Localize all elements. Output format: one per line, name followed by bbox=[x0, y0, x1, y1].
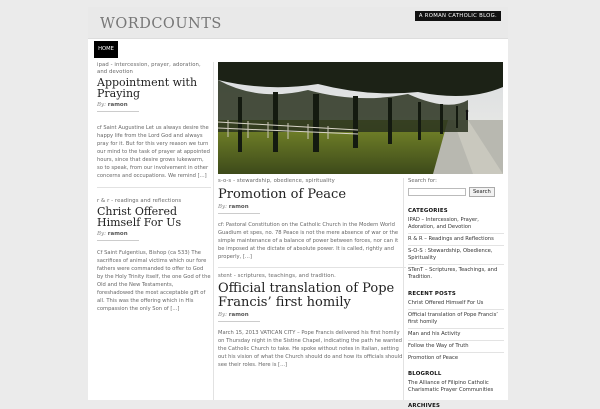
post-author[interactable]: ramon bbox=[228, 312, 249, 318]
post-pope-francis-homily bbox=[218, 273, 406, 369]
categories-heading: CATEGORIES bbox=[408, 208, 448, 214]
post-appointment-with-praying bbox=[97, 62, 211, 180]
archives-heading: ARCHIVES bbox=[408, 403, 441, 409]
recent-post-link[interactable]: Official translation of Pope Francis’ first homily bbox=[408, 312, 498, 325]
post-byline bbox=[97, 231, 211, 237]
post-categories[interactable]: ipad - intercession, prayer, adoration, and devotion bbox=[97, 62, 201, 75]
divider bbox=[408, 340, 504, 341]
post-title[interactable]: Christ Offered Himself For Us bbox=[97, 205, 182, 229]
categories-list bbox=[408, 217, 504, 281]
divider bbox=[97, 111, 139, 112]
page-wrapper bbox=[88, 7, 508, 409]
blogroll-heading: BLOGROLL bbox=[408, 371, 442, 377]
divider bbox=[97, 187, 211, 188]
site-tagline: A ROMAN CATHOLIC BLOG. bbox=[415, 11, 501, 21]
recent-posts-list bbox=[408, 300, 504, 362]
post-categories[interactable]: s-o-s - stewardship, obedience, spirituality bbox=[218, 178, 335, 184]
post-christ-offered-himself bbox=[97, 198, 211, 313]
recent-post-link[interactable]: Man and his Activity bbox=[408, 331, 461, 337]
category-link[interactable]: STenT – Scriptures, Teachings, and Tradition. bbox=[408, 267, 498, 280]
post-excerpt: cf: Pastoral Constitution on the Catholic Church in the Modern World Guadium et spes, no. 78 Peace is not the mere absence of war or the simple maintenance of a balance of power between forces, nor can it be imposed at the dictate of absolute power. It is called, rightly and properly, [...] bbox=[218, 222, 399, 260]
recent-post-link[interactable]: Follow the Way of Truth bbox=[408, 343, 469, 349]
recent-post-link[interactable]: Promotion of Peace bbox=[408, 355, 459, 361]
category-link[interactable]: R & R – Readings and Reflections bbox=[408, 236, 494, 242]
post-excerpt: cf Saint Augustine Let us always desire the happy life from the Lord God and always pray for it. But for this very reason we turn our mind to the task of prayer at appointed hours, since that desire grows lukewarm, so to speak, from our involvement in other concerns and occupations. We remind [...] bbox=[97, 125, 210, 179]
post-byline bbox=[97, 102, 211, 108]
byline-label: By: bbox=[97, 102, 107, 108]
category-link[interactable]: S-O-S : Stewardship, Obedience, Spirituality bbox=[408, 248, 493, 261]
search-input[interactable] bbox=[408, 188, 466, 196]
divider bbox=[408, 233, 504, 234]
recent-posts-heading: RECENT POSTS bbox=[408, 291, 456, 297]
main-post-column bbox=[218, 178, 406, 369]
divider bbox=[408, 245, 504, 246]
post-title[interactable]: Official translation of Pope Francis’ first homily bbox=[218, 281, 395, 310]
divider bbox=[218, 321, 260, 322]
post-author[interactable]: ramon bbox=[107, 231, 128, 237]
sidebar bbox=[408, 178, 504, 409]
nav-home-link[interactable]: HOME bbox=[94, 41, 118, 58]
byline-label: By: bbox=[218, 204, 228, 210]
post-author[interactable]: ramon bbox=[228, 204, 249, 210]
post-categories[interactable]: r & r - readings and reflections bbox=[97, 198, 182, 204]
site-header bbox=[88, 7, 508, 39]
post-promotion-of-peace bbox=[218, 178, 406, 261]
post-author[interactable]: ramon bbox=[107, 102, 128, 108]
search-button[interactable]: Search bbox=[469, 187, 495, 197]
tree-lined-path-image bbox=[218, 62, 503, 174]
post-excerpt: Cf Saint Fulgentius, Bishop (ca 533) The sacrifices of animal victims which our fore fathers were commanded to offer to God by the Holy Trinity itself, the one God of the Old and the New Testaments, foreshadowed the most acceptable gift of all. This was the offering which in His compassion the only Son of [...] bbox=[97, 250, 211, 312]
divider bbox=[408, 264, 504, 265]
column-divider bbox=[403, 178, 404, 400]
post-byline bbox=[218, 312, 406, 318]
byline-label: By: bbox=[218, 312, 228, 318]
main-nav bbox=[88, 40, 508, 57]
category-link[interactable]: IPAD – Intercession, Prayer, Adoration, and Devotion bbox=[408, 217, 479, 230]
divider bbox=[218, 267, 406, 268]
featured-image[interactable] bbox=[218, 62, 503, 174]
column-divider bbox=[213, 62, 214, 400]
post-categories[interactable]: stent - scriptures, teachings, and tradition. bbox=[218, 273, 336, 279]
post-byline bbox=[218, 204, 406, 210]
site-title[interactable]: WORDCOUNTS bbox=[100, 16, 222, 32]
blogroll-link[interactable]: The Alliance of Filipino Catholic Charismatic Prayer Communities bbox=[408, 380, 494, 393]
post-title[interactable]: Appointment with Praying bbox=[97, 76, 198, 100]
divider bbox=[218, 213, 260, 214]
divider bbox=[408, 309, 504, 310]
divider bbox=[408, 328, 504, 329]
divider bbox=[97, 240, 139, 241]
post-excerpt: March 15, 2013 VATICAN CITY – Pope Francis delivered his first homily on Thursday night in the Sistine Chapel, indicating the path he wanted the Catholic Church to take. He spoke without notes in Italian, setting out his vision of what the Church should do and how its officials should see their roles. Here is [...] bbox=[218, 330, 403, 368]
recent-post-link[interactable]: Christ Offered Himself For Us bbox=[408, 300, 484, 306]
search-form bbox=[408, 187, 504, 197]
divider bbox=[408, 352, 504, 353]
search-label: Search for: bbox=[408, 178, 437, 184]
byline-label: By: bbox=[97, 231, 107, 237]
post-title[interactable]: Promotion of Peace bbox=[218, 187, 347, 202]
left-post-column bbox=[97, 62, 211, 313]
blogroll-list bbox=[408, 380, 504, 394]
